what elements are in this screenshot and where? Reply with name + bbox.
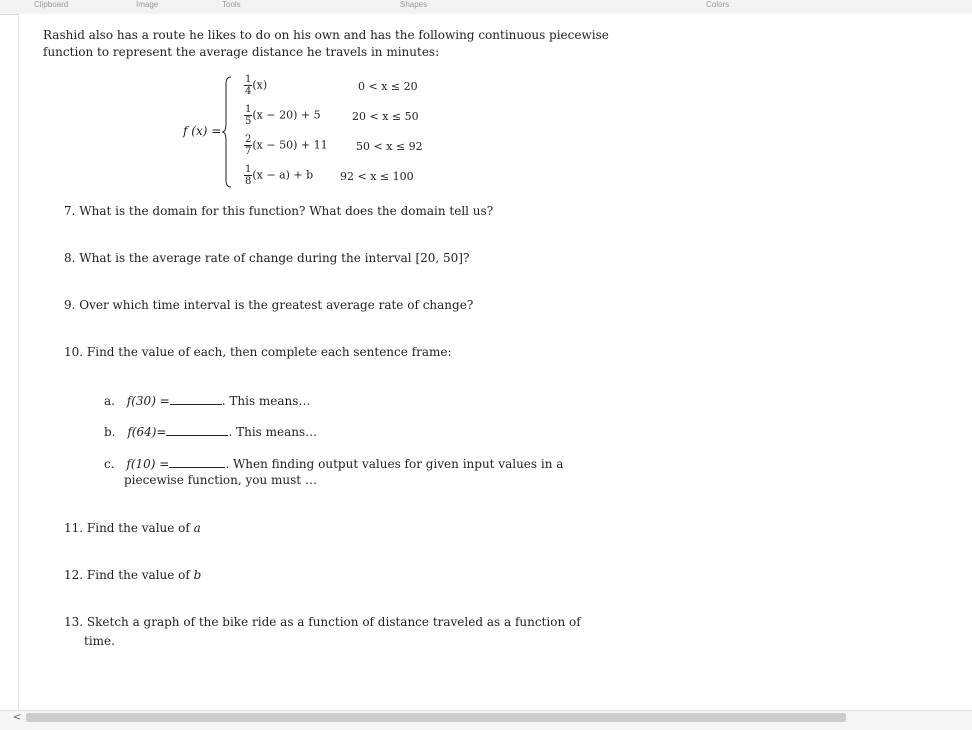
piece-1-numerator: 1 <box>245 74 252 85</box>
question-13-line-1: 13. Sketch a graph of the bike ride as a function of distance traveled as a function of <box>64 615 581 629</box>
question-10a-expression: f(30) = <box>126 394 170 408</box>
question-9: 9. Over which time interval is the greatest average rate of change? <box>64 298 474 312</box>
question-12-variable: b <box>193 568 202 582</box>
ribbon-label-clipboard[interactable]: Clipboard <box>34 0 69 9</box>
question-10b <box>104 424 317 441</box>
piece-4-condition: 92 < x ≤ 100 <box>340 170 414 183</box>
piecewise-brace <box>222 76 232 188</box>
ribbon-label-shapes[interactable]: Shapes <box>400 0 428 9</box>
piece-1-denominator: 4 <box>245 86 252 97</box>
question-10b-expression: f(64)= <box>127 425 167 439</box>
piece-4-expression: (x − a) + b <box>252 168 314 182</box>
intro-line-1: Rashid also has a route he likes to do on his own and has the following continuous piecewise <box>43 28 609 42</box>
piece-2-condition: 20 < x ≤ 50 <box>352 110 419 123</box>
question-10a <box>104 393 310 410</box>
question-10b-label: b. <box>104 425 116 439</box>
ribbon-label-image[interactable]: Image <box>136 0 159 9</box>
intro-paragraph <box>43 27 609 61</box>
piece-2-numerator: 1 <box>245 104 252 115</box>
piece-3-condition: 50 < x ≤ 92 <box>356 140 423 153</box>
question-11-text: 11. Find the value of <box>64 521 194 535</box>
ribbon-bar <box>0 0 972 15</box>
question-10: 10. Find the value of each, then complete each sentence frame: <box>64 345 452 359</box>
question-12-text: 12. Find the value of <box>64 568 194 582</box>
question-10c-expression: f(10) = <box>126 457 170 471</box>
scrollbar-thumb[interactable] <box>26 713 846 722</box>
scroll-left-arrow-icon[interactable]: < <box>12 712 22 723</box>
intro-line-2: function to represent the average distance he travels in minutes: <box>43 45 440 59</box>
question-10a-label: a. <box>104 394 115 408</box>
piece-3 <box>244 134 328 157</box>
piece-1-expression: (x) <box>252 78 268 92</box>
question-11-variable: a <box>193 521 201 535</box>
piece-2-expression: (x − 20) + 5 <box>252 108 321 122</box>
question-10c-label: c. <box>104 457 115 471</box>
piece-4 <box>244 164 313 187</box>
question-10c-blank[interactable] <box>169 456 225 468</box>
document-page <box>18 14 972 710</box>
piece-3-expression: (x − 50) + 11 <box>252 138 328 152</box>
piece-2 <box>244 104 321 127</box>
piece-3-denominator: 7 <box>245 146 252 157</box>
piece-1-condition: 0 < x ≤ 20 <box>358 80 418 93</box>
question-11 <box>64 520 201 537</box>
piece-2-denominator: 5 <box>245 116 252 127</box>
piece-4-numerator: 1 <box>245 164 252 175</box>
question-12 <box>64 567 201 584</box>
question-10b-blank[interactable] <box>166 424 228 436</box>
question-10a-blank[interactable] <box>170 393 222 405</box>
question-7: 7. What is the domain for this function? What does the domain tell us? <box>64 204 494 218</box>
question-10b-tail: . This means… <box>228 425 318 439</box>
question-13-line-2: time. <box>84 634 115 648</box>
question-10c <box>104 456 563 473</box>
ribbon-label-colors[interactable]: Colors <box>706 0 730 9</box>
piece-3-numerator: 2 <box>245 134 252 145</box>
question-8: 8. What is the average rate of change during the interval [20, 50]? <box>64 251 470 265</box>
question-10c-line-2: piecewise function, you must … <box>124 473 317 487</box>
ribbon-label-tools[interactable]: Tools <box>222 0 241 9</box>
piece-4-denominator: 8 <box>245 176 252 187</box>
function-name: f (x) = <box>183 124 222 138</box>
piece-1 <box>244 74 267 97</box>
question-10c-tail: . When finding output values for given input values in a <box>225 457 564 471</box>
question-10a-tail: . This means… <box>221 394 311 408</box>
